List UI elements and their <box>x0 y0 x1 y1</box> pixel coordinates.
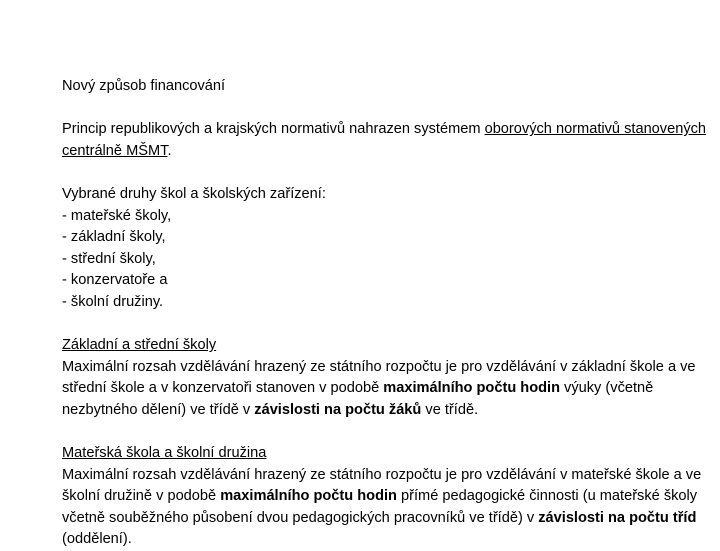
school-types-heading: Vybrané druhy škol a školských zařízení: <box>62 185 326 202</box>
kindergarten-bold-classes: závislosti na počtu tříd <box>538 509 697 526</box>
kindergarten-bold-hours: maximálního počtu hodin <box>220 488 397 505</box>
basic-secondary-text-end: ve třídě. <box>421 401 479 418</box>
principle-underlined-text: oborových normativů stanovených centrálně MŠMT <box>62 121 707 159</box>
kindergarten-text: přímé pedagogické činnosti (u mateřské školy včetně souběžného působení dvou pedagogických pracovníků ve třídě) v <box>62 488 698 526</box>
kindergarten-text-end: (oddělení). <box>62 531 132 548</box>
spacer <box>62 98 714 120</box>
list-item: - školní družiny. <box>62 293 164 310</box>
spacer <box>62 422 714 444</box>
principle-paragraph <box>62 119 714 162</box>
spacer <box>62 162 714 184</box>
basic-secondary-text: výuky (včetně nezbytného dělení) ve třídě v <box>62 380 654 418</box>
school-types-list <box>62 206 714 314</box>
list-item: - střední školy, <box>62 250 156 267</box>
kindergarten-paragraph <box>62 465 714 551</box>
list-item: - konzervatoře a <box>62 272 168 289</box>
basic-secondary-bold-pupils: závislosti na počtu žáků <box>254 401 422 418</box>
document-title: Nový způsob financování <box>62 78 226 94</box>
list-item: - základní školy, <box>62 229 166 246</box>
kindergarten-heading: Mateřská škola a školní družina <box>62 445 267 462</box>
principle-text-end: . <box>167 142 172 159</box>
list-item: - mateřské školy, <box>62 207 172 224</box>
spacer <box>62 314 714 336</box>
basic-secondary-bold-hours: maximálního počtu hodin <box>383 380 560 397</box>
basic-secondary-text: Maximální rozsah vzdělávání hrazený ze státního rozpočtu je pro vzdělávání v základní škole a ve střední škole a v konzervatoři stanoven v podobě <box>62 358 696 397</box>
basic-secondary-heading: Základní a střední školy <box>62 337 217 354</box>
kindergarten-text: Maximální rozsah vzdělávání hrazený ze státního rozpočtu je pro vzdělávání v mateřské škole a ve školní družině v podobě <box>62 466 702 505</box>
principle-text: Princip republikových a krajských normativů nahrazen systémem <box>62 121 485 138</box>
document-body <box>62 76 714 551</box>
basic-secondary-paragraph <box>62 357 714 422</box>
